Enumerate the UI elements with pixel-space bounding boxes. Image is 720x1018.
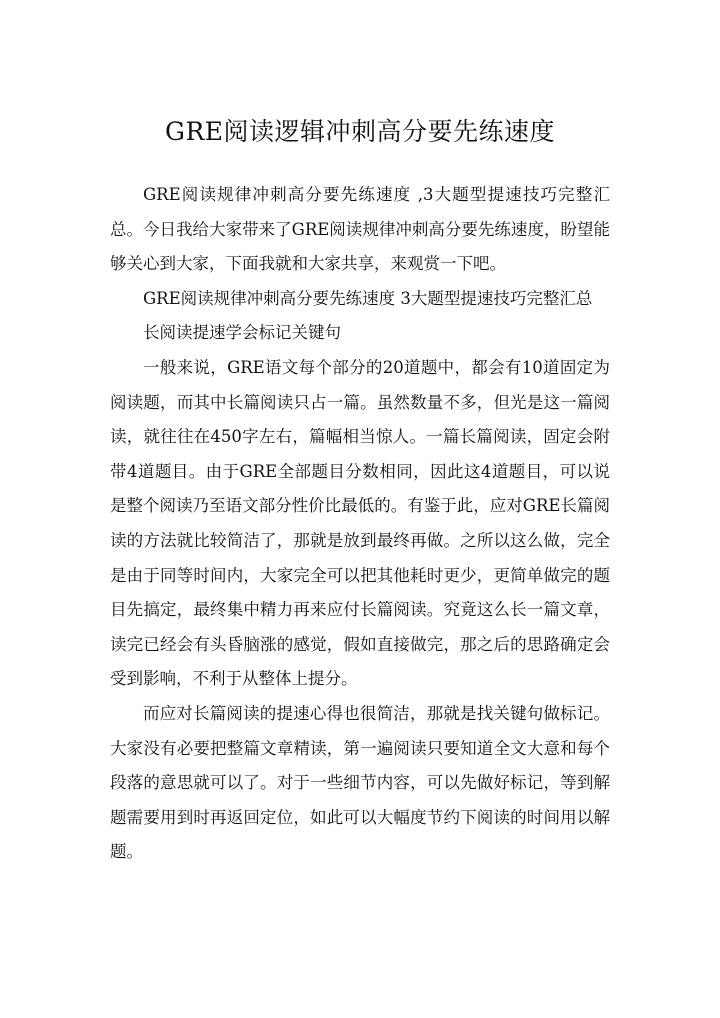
paragraph-section-heading: 长阅读提速学会标记关键句 (143, 323, 341, 343)
paragraph-body-2: 而应对长篇阅读的提速心得也很简洁，那就是找关键句做标记。大家没有必要把整篇文章精读，第一遍阅读只要知道全文大意和每个段落的意思就可以了。对于一些细节内容，可以先做好标记，等到解题需要用到时再返回定位，如此可以大幅度节约下阅读的时间用以解题。 (110, 703, 610, 862)
paragraph-body-1: 一般来说，GRE语文每个部分的20道题中，都会有10道固定为阅读题，而其中长篇阅读只占一篇。虽然数量不多，但光是这一篇阅读，就往往在450字左右，篇幅相当惊人。一篇长篇阅读，固定会附带4道题目。由于GRE全部题目分数相同，因此这4道题目，可以说是整个阅读乃至语文部分性价比最低的。有鉴于此，应对GRE长篇阅读的方法就比较简洁了，那就是放到最终再做。之所以这么做，完全是由于同等时间内，大家完全可以把其他耗时更少，更简单做完的题目先搞定，最终集中精力再来应付长篇阅读。究竟这么长一篇文章，读完已经会有头昏脑涨的感觉，假如直接做完，那之后的思路确定会受到影响，不利于从整体上提分。 (110, 357, 610, 689)
paragraph-intro: GRE阅读规律冲刺高分要先练速度 ,3大题型提速技巧完整汇总。今日我给大家带来了GRE阅读规律冲刺高分要先练速度，盼望能够关心到大家，下面我就和大家共享，来观赏一下吧。 (110, 185, 610, 274)
document-body (110, 178, 610, 870)
document-title: GRE阅读逻辑冲刺高分要先练速度 (164, 117, 556, 146)
paragraph-subtitle: GRE阅读规律冲刺高分要先练速度 3大题型提速技巧完整汇总 (143, 288, 593, 308)
